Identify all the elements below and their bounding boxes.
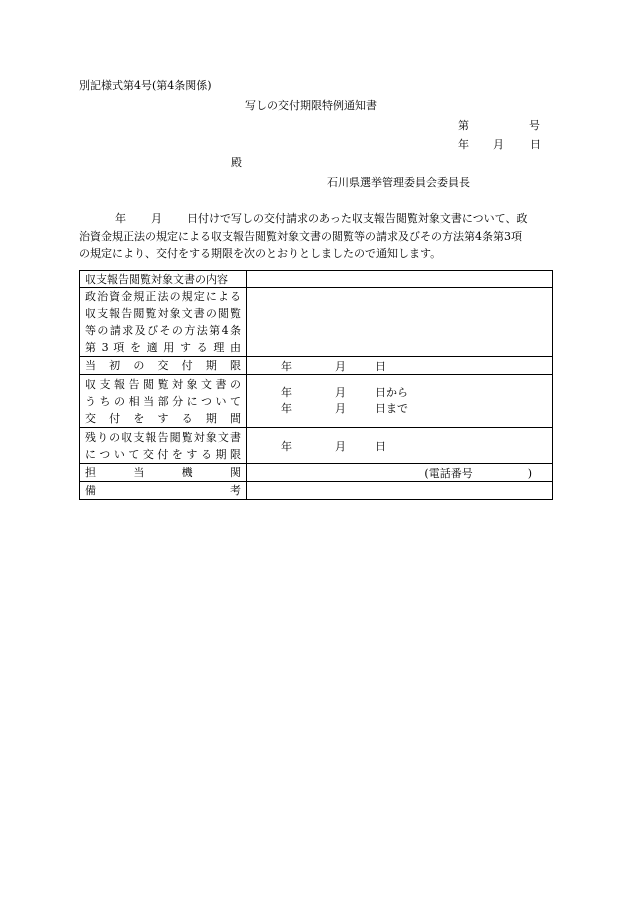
label-reason (80, 288, 247, 357)
recipient-honorific: 殿 (231, 156, 242, 169)
label-line: 等の請求及びその方法第4条 (85, 324, 241, 337)
notice-body (79, 210, 555, 263)
label-line: 収支報告閲覧対象文書の閲覧 (85, 307, 241, 320)
row-initial-deadline (80, 357, 553, 375)
value-document-content (247, 271, 553, 288)
row-reason (80, 288, 553, 357)
value-remarks (247, 482, 553, 500)
date-year: 年 (458, 138, 469, 151)
phone-number-field: (電話番号 ) (247, 464, 553, 482)
year-label: 年 (281, 402, 292, 415)
value-remaining-deadline (247, 428, 553, 464)
label-remarks (80, 482, 247, 500)
day-label: 日まで (375, 402, 408, 415)
label-line: うちの相当部分について (85, 394, 241, 408)
document-title: 写しの交付期限特例通知書 (245, 99, 377, 112)
label-line: について交付をする期限 (85, 447, 241, 461)
label-partial-period (80, 375, 247, 428)
label-line: 残りの収支報告閲覧対象文書 (85, 430, 241, 444)
number-suffix: 号 (529, 119, 540, 132)
row-partial-period (80, 375, 553, 428)
row-remarks (80, 482, 553, 500)
label-line: 政治資金規正法の規定による (85, 290, 241, 303)
day-label: 日 (375, 439, 386, 453)
value-initial-deadline (247, 357, 553, 375)
period-to (281, 401, 547, 417)
day-label: 日 (375, 359, 386, 373)
body-year: 年 (115, 212, 126, 225)
day-label: 日から (375, 386, 408, 399)
label-document-content (80, 271, 247, 288)
label-line: 当 初 の 交 付 期 限 (85, 359, 241, 372)
issuer-name: 石川県選挙管理委員会委員長 (327, 176, 470, 189)
date-month: 月 (493, 138, 504, 151)
row-document-content (80, 271, 553, 288)
label-line: 収支報告閲覧対象文書の (85, 377, 241, 391)
body-line-3: の規定により、交付をする期限を次のとおりとしましたので通知します。 (79, 247, 442, 260)
deadline-table (79, 270, 553, 500)
label-line: 第 3 項 を 適 用 す る 理 由 (85, 341, 241, 354)
body-line-2: 治資金規正法の規定による収支報告閲覧対象文書の閲覧等の請求及びその方法第4条第3項 (79, 229, 522, 243)
year-label: 年 (281, 359, 292, 373)
date-day: 日 (530, 138, 541, 151)
label-line: 備 考 (85, 484, 241, 497)
month-label: 月 (335, 359, 346, 373)
label-remaining-deadline (80, 428, 247, 464)
year-label: 年 (281, 386, 292, 399)
label-line: 交 付 を す る 期 間 (85, 411, 241, 425)
value-reason (247, 288, 553, 357)
row-responsible-office (80, 464, 553, 482)
body-month: 月 (151, 212, 162, 225)
month-label: 月 (335, 439, 346, 453)
body-line-1-text: 日付けで写しの交付請求のあった収支報告閲覧対象文書について、政 (187, 212, 528, 225)
row-remaining-deadline (80, 428, 553, 464)
label-line: 収支報告閲覧対象文書の内容 (85, 273, 228, 286)
year-label: 年 (281, 439, 292, 453)
label-initial-deadline (80, 357, 247, 375)
form-number: 別記様式第4号(第4条関係) (79, 79, 212, 92)
period-from (281, 385, 547, 401)
label-line: 担 当 機 関 (85, 466, 241, 479)
month-label: 月 (335, 402, 346, 415)
month-label: 月 (335, 386, 346, 399)
number-prefix: 第 (458, 119, 469, 132)
label-responsible-office (80, 464, 247, 482)
value-partial-period (247, 375, 553, 428)
body-line-1 (79, 210, 555, 228)
